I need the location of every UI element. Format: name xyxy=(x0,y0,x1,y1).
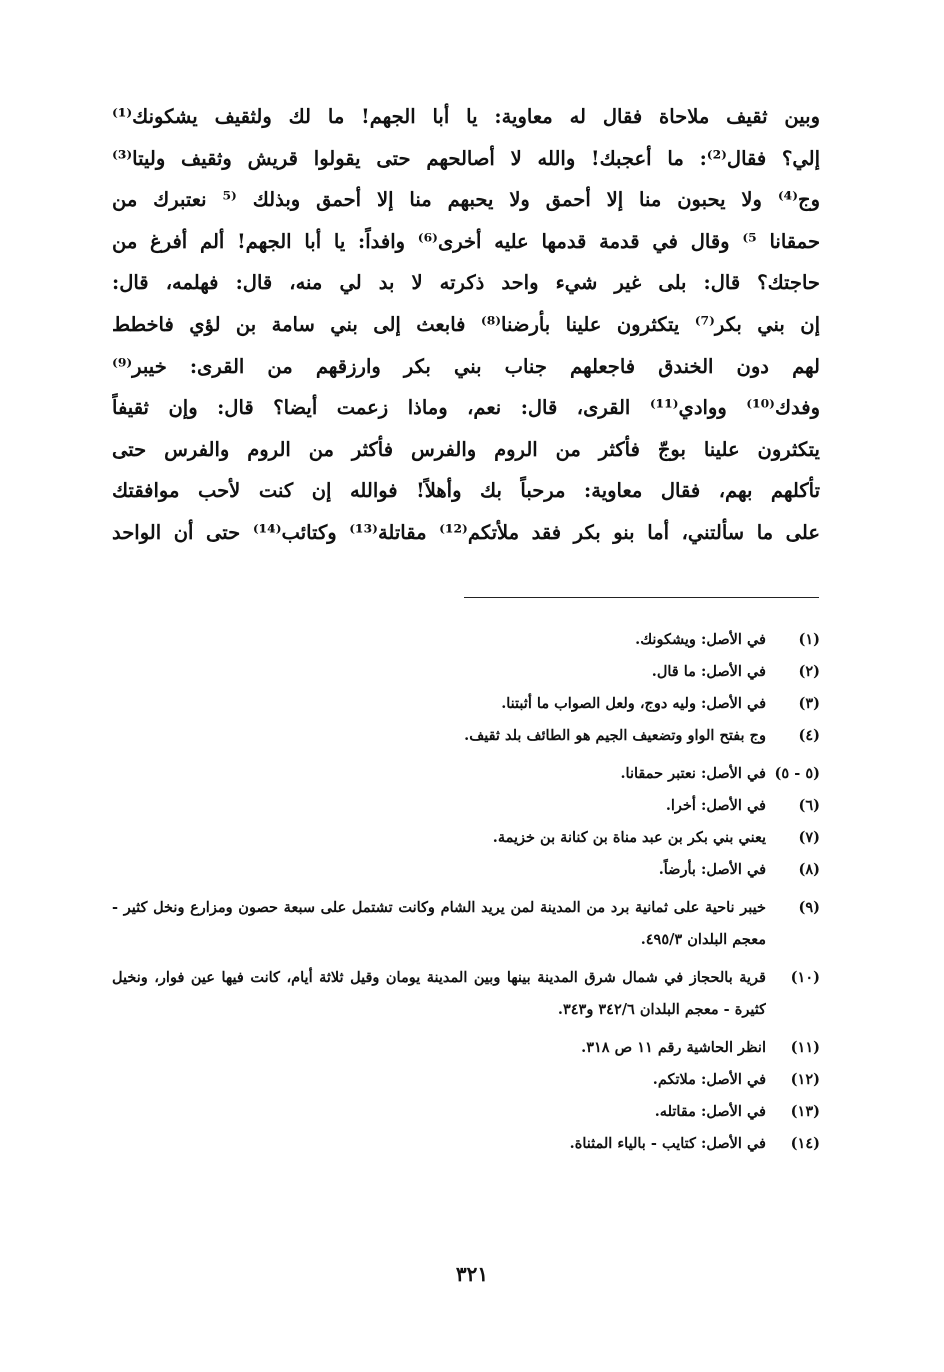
footnote-text: في الأصل: وليه دوج، ولعل الصواب ما أثبتنا. xyxy=(501,695,766,712)
text-line-5: حاجتك؟ قال: بلى غير شيء واحد ذكرته لا بد لي منه، قال: فهلمه، قال: xyxy=(112,271,820,295)
footnote-6 xyxy=(112,790,820,822)
footnote-number: (٦) xyxy=(798,797,820,814)
footnote-number: (٩) xyxy=(798,899,820,916)
footnote-number: (١١) xyxy=(790,1039,820,1056)
footnote-text: في الأصل: كتايب - بالياء المثناة. xyxy=(569,1135,766,1152)
footnote-8 xyxy=(112,854,820,886)
footnote-text: قرية بالحجاز في شمال شرق المدينة بينها وبين المدينة يومان وقيل ثلاثة أيام، كانت فيها عين فوار، ونخيل كثيرة - معجم البلدان ٣٤٢/٦ و٣٤٣. xyxy=(112,969,766,1018)
text-line-4: حمقانا ⁵⁾ وقال في قدمة قدمها عليه أخرى⁽⁶⁾ وافداً: يا أبا الجهم! ألم أفرغ من xyxy=(112,229,820,253)
footnote-number: (١٣) xyxy=(790,1103,820,1120)
footnote-9 xyxy=(112,892,820,956)
footnote-text: في الأصل: أخرا. xyxy=(665,797,766,814)
text-line-7: لهم دون الخندق فاجعلهم جناب بني بكر وارزقهم من القرى: خيبر⁽⁹⁾ xyxy=(112,354,820,378)
footnote-number: (١٤) xyxy=(790,1135,820,1152)
text-line-8: وفدك⁽¹⁰⁾ ووادي⁽¹¹⁾ القرى، قال: نعم، وماذا زعمت أيضا؟ قال: وإن ثقيفاً xyxy=(112,396,820,420)
footnote-divider xyxy=(464,597,819,598)
footnote-4 xyxy=(112,720,820,752)
footnote-14 xyxy=(112,1128,820,1160)
footnote-2 xyxy=(112,656,820,688)
footnote-3 xyxy=(112,688,820,720)
footnote-text: في الأصل: بأرضاً. xyxy=(658,861,766,878)
text-line-1: وبين ثقيف ملاحاة فقال له معاوية: يا أبا الجهم! ما لك ولثقيف يشكونك⁽¹⁾ xyxy=(112,105,820,128)
main-text xyxy=(112,96,820,554)
footnote-number: (١٢) xyxy=(790,1071,820,1088)
page-number: ٣٢١ xyxy=(455,1262,489,1286)
footnote-number: (٥ - ٥) xyxy=(774,765,820,782)
footnote-text: وج بفتح الواو وتضعيف الجيم هو الطائف بلد ثقيف. xyxy=(464,727,766,744)
text-line-6: إن بني بكر⁽⁷⁾ يتكثرون علينا بأرضنا⁽⁸⁾ فابعث إلى بني سامة بن لؤي فاخطط xyxy=(112,312,820,336)
footnote-7 xyxy=(112,822,820,854)
footnote-number: (١) xyxy=(798,631,820,648)
footnote-text: في الأصل: نعتبر حمقانا. xyxy=(620,765,766,782)
footnote-text: في الأصل: ملاتكم. xyxy=(652,1071,766,1088)
footnote-5 xyxy=(112,758,820,790)
footnotes xyxy=(112,624,820,1160)
text-line-2: إلي؟ فقال⁽²⁾: ما أعجبك! والله لا أصالحهم حتى يقولوا قريش وثقيف وليتا⁽³⁾ xyxy=(112,146,820,170)
footnote-text: في الأصل: ما قال. xyxy=(651,663,766,680)
footnote-text: في الأصل: ويشكونك. xyxy=(635,631,766,648)
footnote-11 xyxy=(112,1032,820,1064)
footnote-13 xyxy=(112,1096,820,1128)
footnote-number: (١٠) xyxy=(790,969,820,986)
footnote-number: (٣) xyxy=(798,695,820,712)
footnote-number: (٢) xyxy=(798,663,820,680)
text-line-11: على ما سألتني، أما بنو بكر فقد ملأتكم⁽¹²⁾ مقاتلة⁽¹³⁾ وكتائب⁽¹⁴⁾ حتى أن الواحد xyxy=(112,520,820,544)
footnote-10 xyxy=(112,962,820,1026)
text-line-10: تأكلهم بهم، فقال معاوية: مرحباً بك وأهلاً! فوالله إن كنت لأحب موافقتك xyxy=(112,479,820,503)
footnote-text: خيبر ناحية على ثمانية برد من المدينة لمن يريد الشام وكانت تشتمل على سبعة حصون ومزارع ونخل كثير - معجم البلدان ٤٩٥/٣. xyxy=(112,899,766,948)
footnote-text: في الأصل: مقاتله. xyxy=(654,1103,766,1120)
footnote-1 xyxy=(112,624,820,656)
footnote-text: انظر الحاشية رقم ١١ ص ٣١٨. xyxy=(581,1039,766,1056)
footnote-number: (٨) xyxy=(798,861,820,878)
footnote-text: يعني بني بكر بن عبد مناة بن كنانة بن خزيمة. xyxy=(492,829,766,846)
footnote-12 xyxy=(112,1064,820,1096)
footnote-number: (٧) xyxy=(798,829,820,846)
footnote-number: (٤) xyxy=(798,727,820,744)
text-line-9: يتكثرون علينا بوجّ فأكثر من الروم والفرس فأكثر من الروم والفرس حتى xyxy=(112,437,820,461)
text-line-3: وج⁽⁴⁾ ولا يحبون منا إلا أحمق ولا يحبهم منا إلا أحمق وبذلك ⁽⁵ نعتبرك من xyxy=(112,188,820,212)
